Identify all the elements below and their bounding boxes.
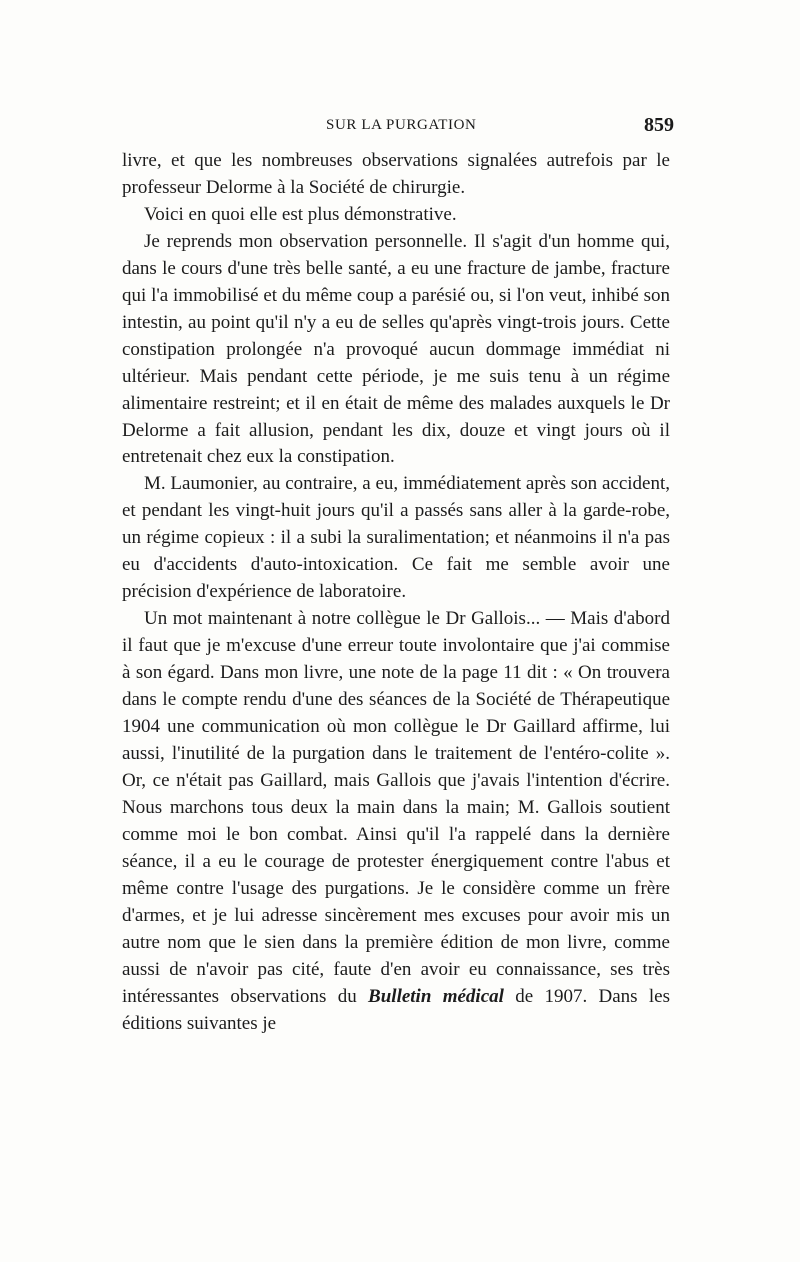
- paragraph-5-text-before: Un mot maintenant à notre collègue le Dr Gallois... — Mais d'abord il faut que je m'excuse d'une erreur toute involontaire que j'ai commise à son égard. Dans mon livre, une note de la page 11 dit : « On trouvera dans le compte rendu d'une des séances de la Société de Thérapeutique 1904 une communication où mon collègue le Dr Gaillard affirme, lui aussi, l'inutilité de la purgation dans le traitement de l'entéro-colite ». Or, ce n'était pas Gaillard, mais Gallois que j'avais l'intention d'écrire. Nous marchons tous deux la main dans la main; M. Gallois soutient comme moi le bon combat. Ainsi qu'il l'a rappelé dans la dernière séance, il a eu le courage de protester énergiquement contre l'abus et même contre l'usage des purgations. Je le considère comme un frère d'armes, et je lui adresse sincèrement mes excuses pour avoir mis un autre nom que le sien dans la première édition de mon livre, comme aussi de n'avoir pas cité, faute d'en avoir eu connaissance, ses très intéressantes observations du: [122, 608, 670, 1007]
- paragraph-5: [122, 606, 670, 1037]
- paragraph-2: Voici en quoi elle est plus démonstrative.: [144, 203, 457, 225]
- body-text: [122, 148, 670, 1037]
- paragraph-5-text-after: de 1907. Dans les éditions suivantes je: [122, 985, 670, 1034]
- page-number: 859: [644, 114, 674, 136]
- paragraph-3: Je reprends mon observation personnelle. Il s'agit d'un homme qui, dans le cours d'une très belle santé, a eu une fracture de jambe, fracture qui l'a immobilisé et du même coup a parésié ou, si l'on veut, inhibé son intestin, au point qu'il n'y a eu de selles qu'après vingt-trois jours. Cette constipation prolongée n'a provoqué aucun dommage immédiat ni ultérieur. Mais pendant cette période, je me suis tenu à un régime alimentaire restreint; et il en était de même des malades auxquels le Dr Delorme a fait allusion, pendant les dix, douze et vingt jours où il entretenait chez eux la constipation.: [122, 230, 670, 468]
- paragraph-4: M. Laumonier, au contraire, a eu, immédiatement après son accident, et pendant les vingt-huit jours qu'il a passés sans aller à la garde-robe, un régime copieux : il a subi la suralimentation; et néanmoins il n'a pas eu d'accidents d'auto-intoxication. Ce fait me semble avoir une précision d'expérience de laboratoire.: [122, 473, 670, 603]
- running-title: SUR LA PURGATION: [326, 117, 477, 133]
- paragraph-1: livre, et que les nombreuses observations signalées autrefois par le professeur Delorme à la Société de chirurgie.: [122, 150, 670, 198]
- running-head: [122, 114, 680, 140]
- journal-title: Bulletin médical: [368, 985, 504, 1007]
